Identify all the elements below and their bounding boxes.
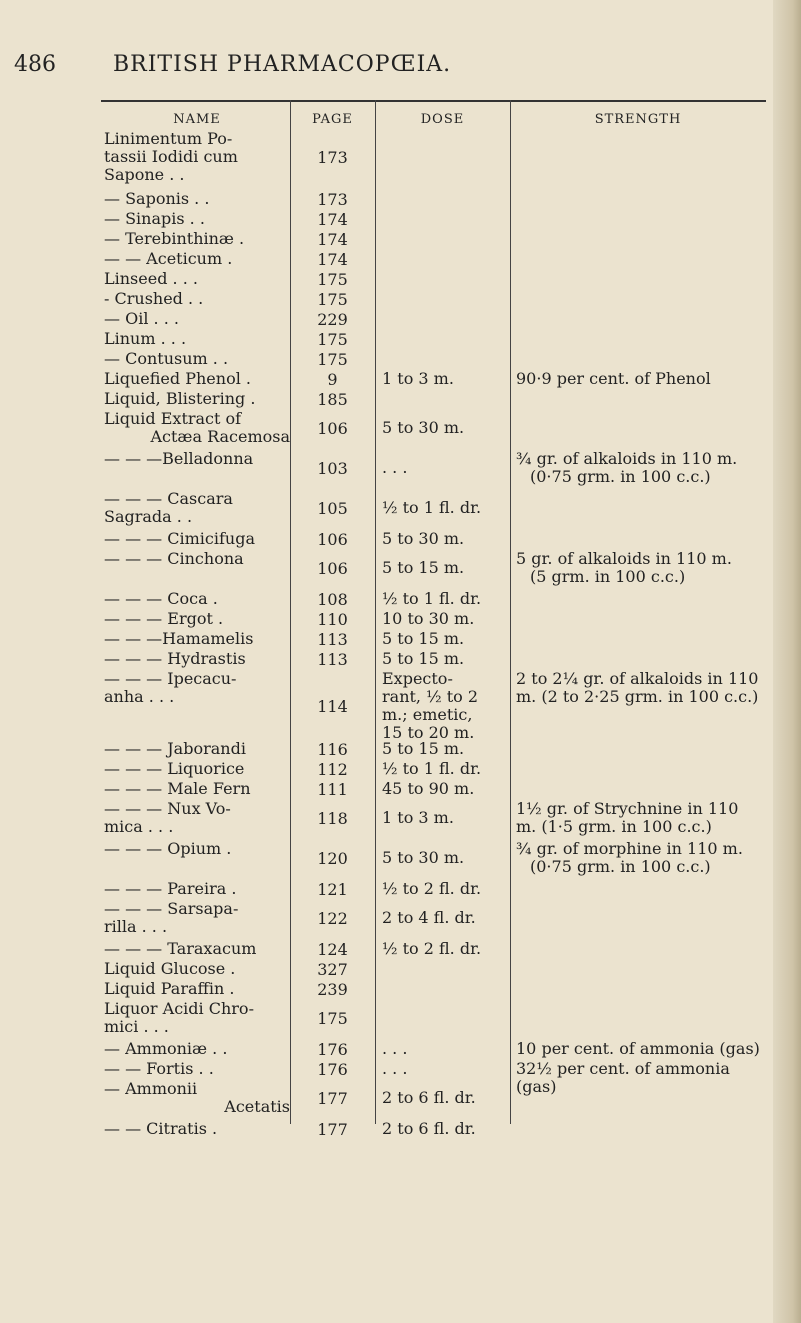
entry-dose (382, 499, 512, 517)
entry-dose-line: 2 to 6 fl. dr. (382, 1119, 476, 1138)
entry-name-line: — — — Coca . (104, 589, 218, 608)
entry-dose-line: ½ to 2 fl. dr. (382, 939, 482, 958)
table-top-rule (101, 100, 766, 102)
entry-page: 113 (317, 630, 348, 649)
entry-name (104, 960, 290, 978)
entry-dose-line: m.; emetic, (382, 705, 473, 724)
entry-dose-line: 5 to 30 m. (382, 848, 465, 867)
entry-name (104, 650, 290, 668)
entry-name-line: — — — Jaborandi (104, 739, 246, 758)
entry-dose-line: ½ to 1 fl. dr. (382, 498, 482, 517)
entry-page: 229 (317, 310, 348, 329)
entry-page: 173 (317, 148, 348, 167)
entry-name (104, 740, 290, 758)
entry-name-line: Actæa Racemosa (150, 427, 290, 446)
entry-name-line: Linum . . . (104, 329, 187, 348)
running-title: BRITISH PHARMACOPŒIA. (113, 52, 452, 77)
entry-dose-line: ½ to 2 fl. dr. (382, 879, 482, 898)
entry-dose-line: . . . (382, 1059, 408, 1078)
entry-dose (382, 1120, 512, 1138)
entry-page: 124 (317, 940, 348, 959)
entry-name-line: — — — Nux Vo- (104, 799, 231, 818)
entry-dose (382, 909, 512, 927)
entry-page: 114 (317, 697, 348, 716)
entry-dose (382, 670, 512, 742)
entry-page: 175 (317, 1009, 348, 1028)
entry-page: 103 (317, 459, 348, 478)
entry-page: 121 (317, 880, 348, 899)
entry-name-line: — — — Ipecacu- (104, 669, 237, 688)
entry-name-line: Sagrada . . (104, 507, 193, 526)
entry-name-line: — Oil . . . (104, 309, 179, 328)
entry-dose (382, 740, 512, 758)
entry-page: 110 (317, 610, 348, 629)
entry-name (104, 670, 290, 706)
entry-page: 122 (317, 909, 348, 928)
entry-dose-line: 2 to 6 fl. dr. (382, 1088, 476, 1107)
entry-dose (382, 459, 512, 477)
entry-dose (382, 1040, 512, 1058)
entry-strength-line: 2 to 2¼ gr. of alkaloids in 110 (516, 669, 759, 688)
entry-page: 174 (317, 230, 348, 249)
entry-name-line: — — — Sarsapa- (104, 899, 239, 918)
entry-name-line: — — — Ergot . (104, 609, 224, 628)
entry-page: 106 (317, 559, 348, 578)
entry-name (104, 1060, 290, 1078)
entry-strength-line: 5 gr. of alkaloids in 110 m. (516, 549, 732, 568)
entry-dose-line: Expecto- (382, 669, 453, 688)
entry-name (104, 630, 290, 648)
entry-page: 120 (317, 849, 348, 868)
entry-page: 175 (317, 330, 348, 349)
entry-page: 174 (317, 210, 348, 229)
entry-name (104, 1120, 290, 1138)
entry-name-line: — Contusum . . (104, 349, 229, 368)
entry-dose-line: rant, ½ to 2 (382, 687, 479, 706)
entry-name (104, 290, 290, 308)
entry-dose-line: 1 to 3 m. (382, 808, 454, 827)
column-header-page: PAGE (312, 112, 353, 127)
entry-name-line: Linseed . . . (104, 269, 198, 288)
entry-page: 105 (317, 499, 348, 518)
entry-name-line: mica . . . (104, 817, 174, 836)
entry-dose (382, 940, 512, 958)
entry-page: 185 (317, 390, 348, 409)
entry-strength (516, 370, 772, 388)
entry-name (104, 1080, 290, 1116)
entry-dose (382, 809, 512, 827)
entry-dose-line: 45 to 90 m. (382, 779, 475, 798)
entry-name-line: — — Fortis . . (104, 1059, 214, 1078)
entry-dose (382, 530, 512, 548)
column-header-name: NAME (173, 112, 221, 127)
entry-name-line: — — Aceticum . (104, 249, 233, 268)
entry-strength (516, 550, 772, 586)
entry-page: 175 (317, 270, 348, 289)
entry-name (104, 450, 290, 468)
entry-dose-line: 5 to 15 m. (382, 629, 465, 648)
entry-name-line: Liquid Glucose . (104, 959, 236, 978)
entry-strength (516, 840, 772, 876)
entry-strength (516, 450, 772, 486)
entry-page: 116 (317, 740, 348, 759)
entry-dose (382, 630, 512, 648)
page-header (0, 52, 801, 82)
entry-name (104, 1000, 290, 1036)
entry-name-line: — — — Hydrastis (104, 649, 246, 668)
entry-name (104, 590, 290, 608)
entry-name-line: - Crushed . . (104, 289, 204, 308)
entry-dose (382, 760, 512, 778)
entry-page: 175 (317, 350, 348, 369)
entry-page: 239 (317, 980, 348, 999)
entry-strength (516, 800, 772, 836)
entry-dose-line: 2 to 4 fl. dr. (382, 908, 476, 927)
entry-dose (382, 780, 512, 798)
entry-dose (382, 419, 512, 437)
entry-name (104, 780, 290, 798)
entry-name-line: — Terebinthinæ . (104, 229, 245, 248)
entry-name-line: — — — Cinchona (104, 549, 244, 568)
entry-name-line: — Ammoniæ . . (104, 1039, 228, 1058)
entry-strength-line: ¾ gr. of morphine in 110 m. (516, 839, 743, 858)
entry-name (104, 390, 290, 408)
entry-name-line: tassii Iodidi cum (104, 147, 238, 166)
entry-dose-line: ½ to 1 fl. dr. (382, 759, 482, 778)
entry-strength-line: (5 grm. in 100 c.c.) (530, 567, 686, 586)
entry-name-line: anha . . . (104, 687, 175, 706)
entry-page: 176 (317, 1060, 348, 1079)
entry-dose (382, 880, 512, 898)
entry-page: 118 (317, 809, 348, 828)
entry-name-line: Liquor Acidi Chro- (104, 999, 254, 1018)
entry-strength (516, 670, 772, 706)
entry-name-line: — Sinapis . . (104, 209, 205, 228)
entry-name-line: Linimentum Po- (104, 129, 233, 148)
entry-name (104, 610, 290, 628)
entry-page: 112 (317, 760, 348, 779)
entry-dose (382, 1060, 512, 1078)
entry-page: 176 (317, 1040, 348, 1059)
entry-name (104, 940, 290, 958)
entry-name-line: — — —Belladonna (104, 449, 254, 468)
entry-strength-line: (0·75 grm. in 100 c.c.) (530, 467, 711, 486)
entry-name (104, 760, 290, 778)
entry-dose-line: ½ to 1 fl. dr. (382, 589, 482, 608)
entry-page: 173 (317, 190, 348, 209)
entry-strength-line: 1½ gr. of Strychnine in 110 (516, 799, 739, 818)
entry-strength-line: ¾ gr. of alkaloids in 110 m. (516, 449, 738, 468)
column-divider (375, 100, 376, 1124)
entry-page: 111 (317, 780, 348, 799)
entry-name (104, 1040, 290, 1058)
entry-name-line: Liquid, Blistering . (104, 389, 256, 408)
entry-dose (382, 590, 512, 608)
entry-name-line: — — Citratis . (104, 1119, 218, 1138)
entry-strength (516, 1040, 772, 1058)
entry-page: 327 (317, 960, 348, 979)
entry-name (104, 270, 290, 288)
entry-dose (382, 559, 512, 577)
entry-name (104, 880, 290, 898)
page-number: 486 (14, 52, 56, 77)
entry-name (104, 530, 290, 548)
entry-name-line: — — — Pareira . (104, 879, 237, 898)
entry-dose (382, 849, 512, 867)
entry-page: 113 (317, 650, 348, 669)
entry-page: 108 (317, 590, 348, 609)
entry-name (104, 800, 290, 836)
entry-dose-line: 1 to 3 m. (382, 369, 454, 388)
entry-name-line: — — — Cascara (104, 489, 233, 508)
entry-dose-line: . . . (382, 458, 408, 477)
entry-name (104, 550, 290, 568)
entry-page: 9 (327, 370, 338, 389)
entry-name (104, 410, 290, 446)
entry-name-line: — — — Liquorice (104, 759, 245, 778)
entry-dose-line: 15 to 20 m. (382, 723, 475, 742)
entry-name (104, 250, 290, 268)
entry-name (104, 350, 290, 368)
entry-dose-line: 5 to 15 m. (382, 649, 465, 668)
entry-name-line: Liquefied Phenol . (104, 369, 251, 388)
entry-page: 177 (317, 1120, 348, 1139)
entry-name (104, 980, 290, 998)
entry-name-line: — — — Opium . (104, 839, 232, 858)
entry-name-line: — — — Cimicifuga (104, 529, 255, 548)
entry-dose (382, 370, 512, 388)
entry-strength-line: (0·75 grm. in 100 c.c.) (530, 857, 711, 876)
entry-name (104, 130, 290, 184)
entry-name (104, 490, 290, 526)
entry-dose-line: . . . (382, 1039, 408, 1058)
entry-strength (516, 1060, 772, 1096)
entry-page: 106 (317, 530, 348, 549)
entry-name (104, 330, 290, 348)
entry-dose-line: 10 to 30 m. (382, 609, 475, 628)
entry-name (104, 840, 290, 858)
entry-name (104, 210, 290, 228)
entry-name (104, 900, 290, 936)
entry-name (104, 190, 290, 208)
entry-page: 177 (317, 1089, 348, 1108)
entry-strength-line: m. (1·5 grm. in 100 c.c.) (516, 817, 712, 836)
entry-dose (382, 650, 512, 668)
entry-page: 106 (317, 419, 348, 438)
page-edge (773, 0, 801, 1323)
entry-dose-line: 5 to 30 m. (382, 418, 465, 437)
entry-name-line: — Ammonii (104, 1079, 198, 1098)
entry-name (104, 230, 290, 248)
entry-dose-line: 5 to 15 m. (382, 558, 465, 577)
entry-name-line: Liquid Extract of (104, 409, 242, 428)
entry-dose-line: 5 to 15 m. (382, 739, 465, 758)
entry-name-line: Liquid Paraffin . (104, 979, 235, 998)
entry-dose-line: 5 to 30 m. (382, 529, 465, 548)
entry-strength-line: 90·9 per cent. of Phenol (516, 369, 711, 388)
entry-page: 174 (317, 250, 348, 269)
column-header-dose: DOSE (420, 112, 465, 127)
column-header-strength: STRENGTH (594, 112, 682, 127)
entry-strength-line: 32½ per cent. of ammonia (gas) (516, 1059, 730, 1096)
entry-name-line: Acetatis (224, 1097, 290, 1116)
entry-name-line: — Saponis . . (104, 189, 210, 208)
entry-dose (382, 610, 512, 628)
entry-name (104, 310, 290, 328)
entry-name-line: mici . . . (104, 1017, 169, 1036)
entry-name-line: rilla . . . (104, 917, 168, 936)
entry-name-line: — — — Male Fern (104, 779, 251, 798)
entry-strength-line: m. (2 to 2·25 grm. in 100 c.c.) (516, 687, 759, 706)
entry-page: 175 (317, 290, 348, 309)
entry-strength-line: 10 per cent. of ammonia (gas) (516, 1039, 760, 1058)
entry-name-line: — — —Hamamelis (104, 629, 254, 648)
entry-name-line: — — — Taraxacum (104, 939, 257, 958)
entry-name (104, 370, 290, 388)
entry-dose (382, 1089, 512, 1107)
entry-name-line: Sapone . . (104, 165, 185, 184)
